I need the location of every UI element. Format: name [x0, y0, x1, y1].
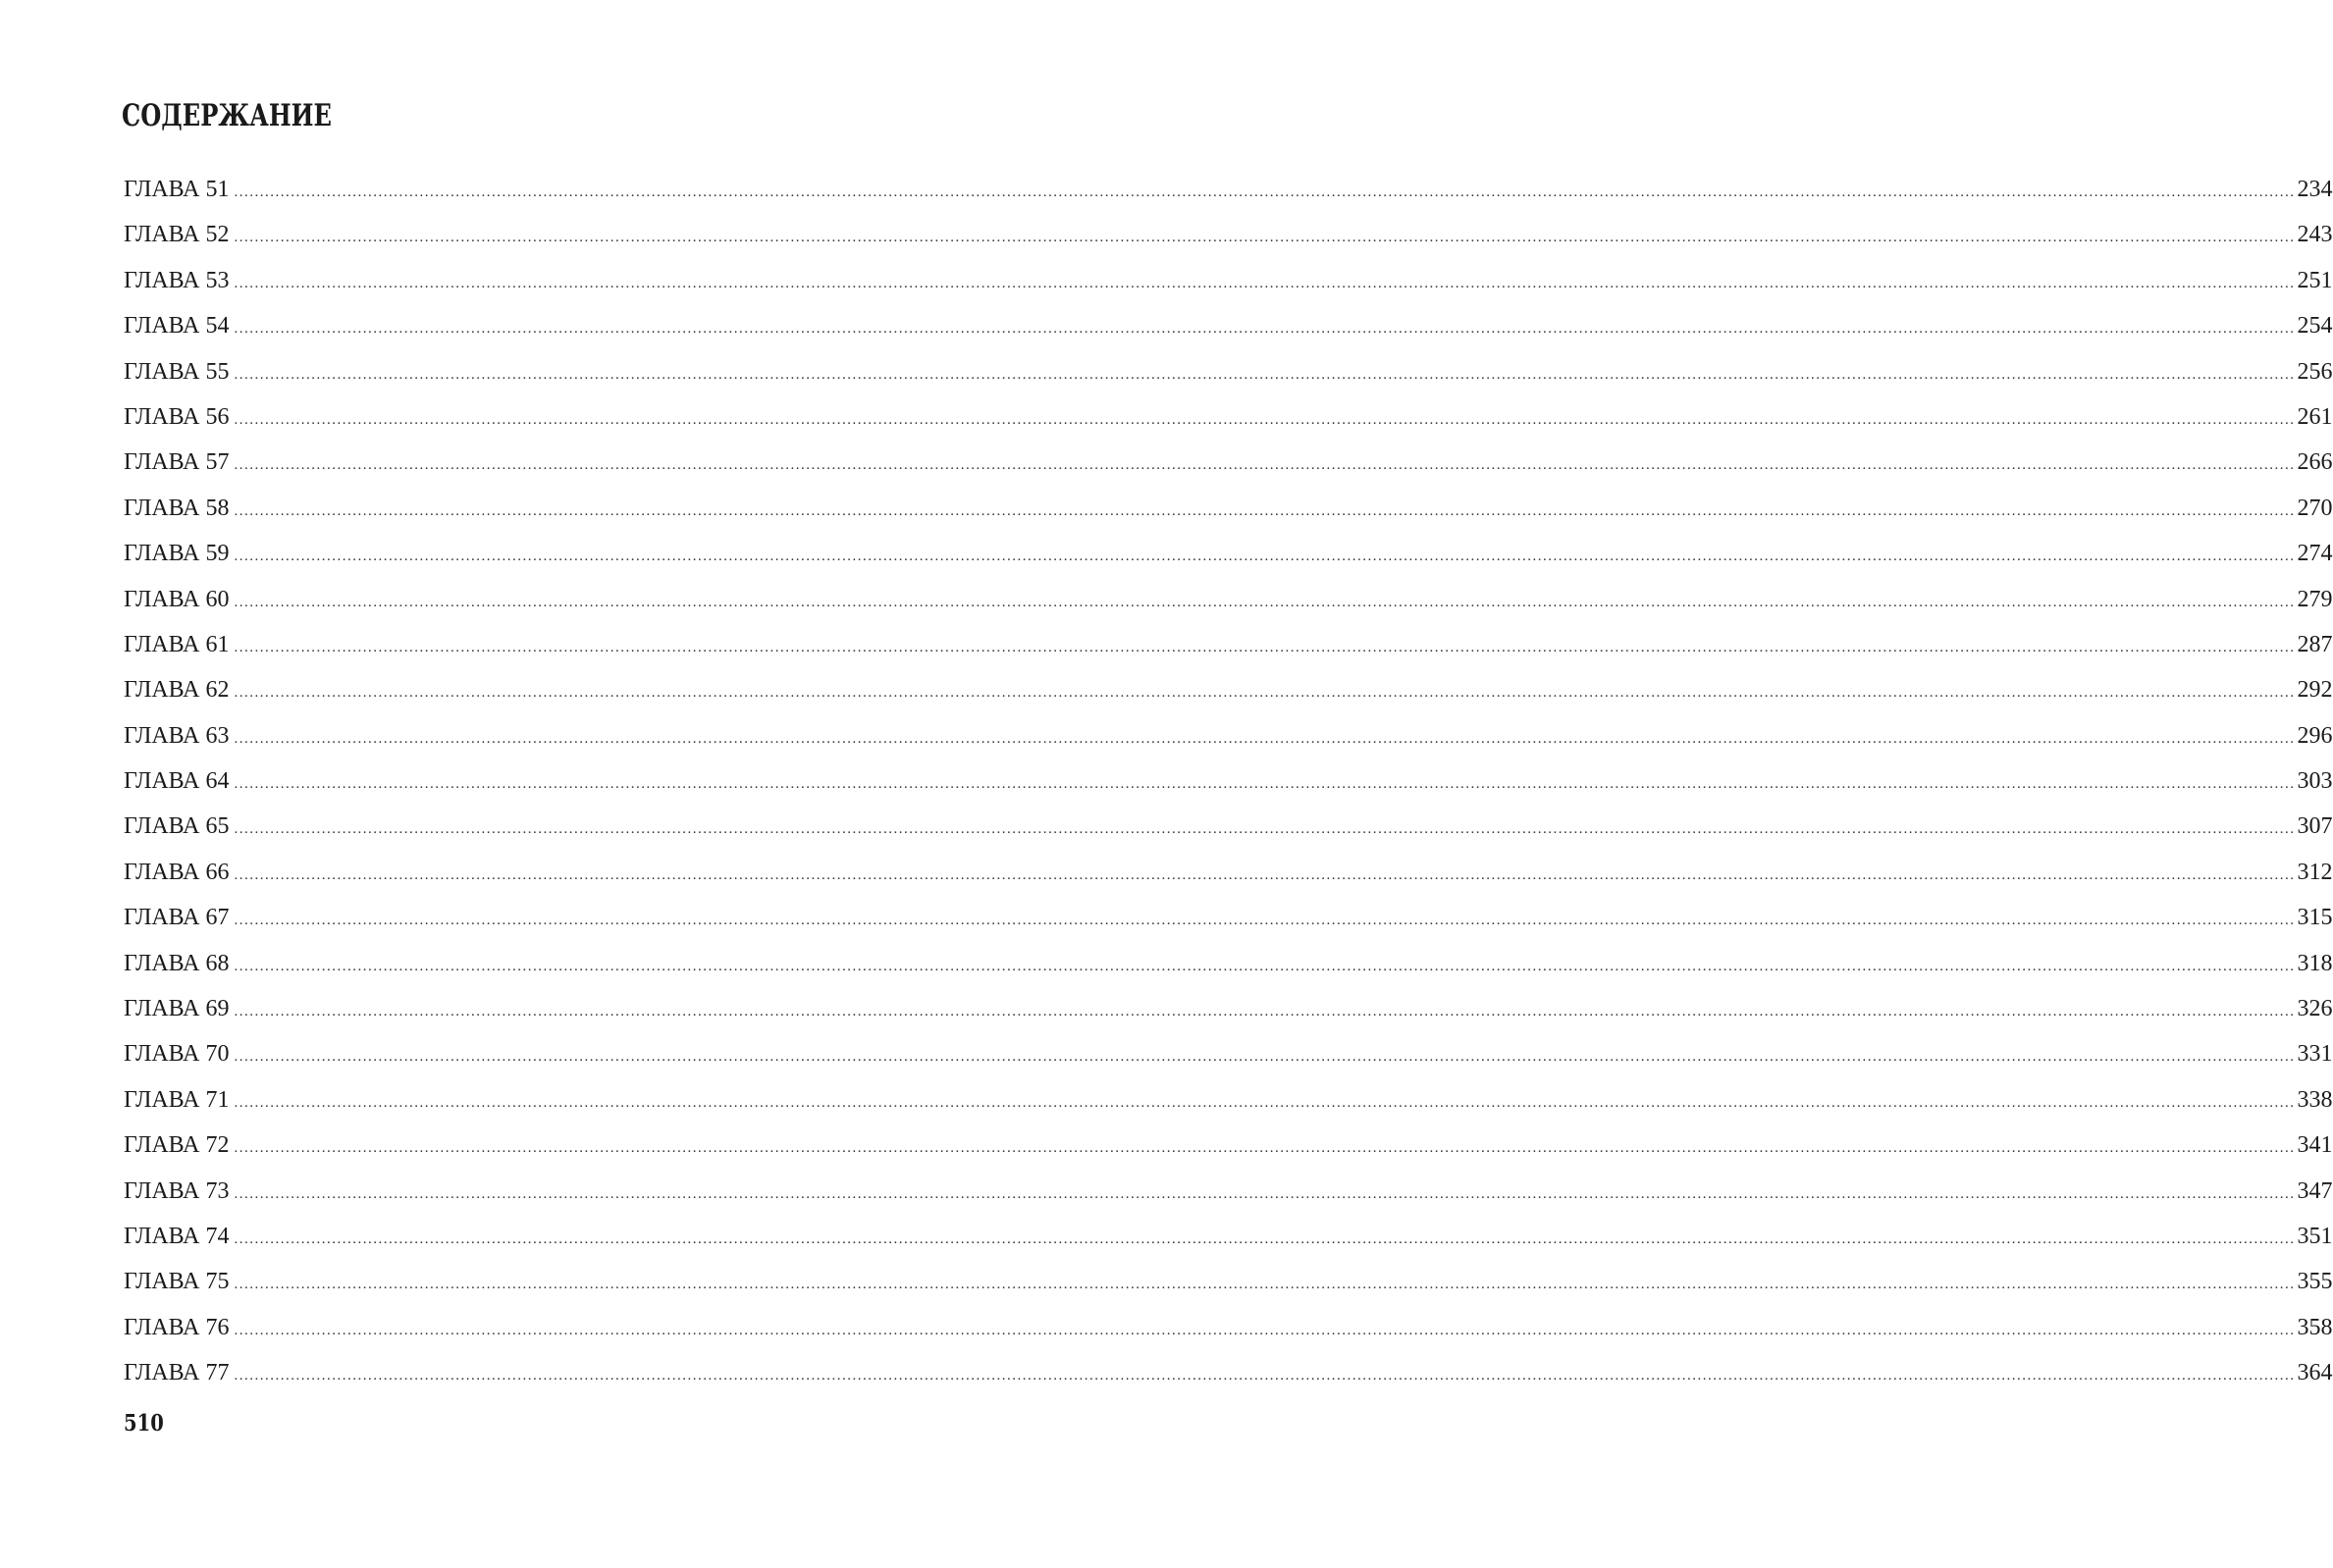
dot-leader: ................................................................................................................................................................................................................................................................................................................................................................................................................ [234, 639, 2296, 655]
toc-entry-page: 364 [2297, 1360, 2333, 1386]
dot-leader: ................................................................................................................................................................................................................................................................................................................................................................................................................ [234, 1322, 2296, 1338]
toc-entry-label: ГЛАВА 57 [124, 449, 230, 476]
dot-leader: ................................................................................................................................................................................................................................................................................................................................................................................................................ [234, 1094, 2296, 1111]
page-title: СОДЕРЖАНИЕ [122, 98, 332, 133]
toc-entry-page: 292 [2297, 677, 2333, 704]
toc-entry-label: ГЛАВА 53 [124, 267, 230, 293]
toc-entry-label: ГЛАВА 67 [124, 905, 230, 931]
toc-entry-label: ГЛАВА 59 [124, 541, 230, 567]
toc-entry-page: 270 [2297, 495, 2333, 521]
toc-entry [124, 1077, 2333, 1123]
toc-entry-page: 331 [2297, 1041, 2333, 1068]
toc-entry-label: ГЛАВА 51 [124, 177, 230, 202]
toc-entry-page: 254 [2297, 313, 2333, 340]
toc-entry-page: 279 [2297, 586, 2333, 612]
toc-entry [124, 440, 2333, 485]
toc-entry [124, 1123, 2333, 1168]
toc-entry-label: ГЛАВА 52 [124, 222, 230, 248]
dot-leader: ................................................................................................................................................................................................................................................................................................................................................................................................................ [234, 321, 2296, 338]
dot-leader: ................................................................................................................................................................................................................................................................................................................................................................................................................ [234, 549, 2296, 565]
toc-entry-page: 234 [2297, 177, 2333, 202]
dot-leader: ................................................................................................................................................................................................................................................................................................................................................................................................................ [234, 730, 2296, 747]
dot-leader: ................................................................................................................................................................................................................................................................................................................................................................................................................ [234, 411, 2296, 428]
toc-entry-label: ГЛАВА 65 [124, 813, 230, 840]
dot-leader: ................................................................................................................................................................................................................................................................................................................................................................................................................ [234, 1049, 2296, 1066]
dot-leader: ................................................................................................................................................................................................................................................................................................................................................................................................................ [234, 1140, 2296, 1157]
toc-entry-page: 274 [2297, 541, 2333, 567]
toc-entry-page: 347 [2297, 1177, 2333, 1204]
dot-leader: ................................................................................................................................................................................................................................................................................................................................................................................................................ [234, 1185, 2296, 1202]
toc-entry-label: ГЛАВА 69 [124, 996, 230, 1022]
dot-leader: ................................................................................................................................................................................................................................................................................................................................................................................................................ [234, 913, 2296, 929]
toc-entry-label: ГЛАВА 61 [124, 631, 230, 657]
toc-entry-label: ГЛАВА 68 [124, 950, 230, 976]
toc-entry [124, 486, 2333, 531]
toc-entry-page: 358 [2297, 1314, 2333, 1340]
toc-entry-page: 351 [2297, 1223, 2333, 1249]
dot-leader: ................................................................................................................................................................................................................................................................................................................................................................................................................ [234, 594, 2296, 610]
toc-entry-page: 315 [2297, 905, 2333, 931]
dot-leader: ................................................................................................................................................................................................................................................................................................................................................................................................................ [234, 502, 2296, 519]
toc-entry-label: ГЛАВА 76 [124, 1314, 230, 1340]
toc-entry [124, 531, 2333, 576]
toc-entry-page: 318 [2297, 950, 2333, 976]
toc-entry-label: ГЛАВА 77 [124, 1360, 230, 1386]
toc-entry-page: 355 [2297, 1269, 2333, 1295]
toc-entry-label: ГЛАВА 60 [124, 586, 230, 612]
toc-entry-label: ГЛАВА 62 [124, 677, 230, 704]
toc-entry-label: ГЛАВА 55 [124, 358, 230, 385]
dot-leader: ................................................................................................................................................................................................................................................................................................................................................................................................................ [234, 230, 2296, 246]
toc-entry-page: 256 [2297, 358, 2333, 385]
toc-entry-page: 261 [2297, 403, 2333, 430]
toc-entry [124, 986, 2333, 1031]
toc-entry [124, 577, 2333, 622]
toc-entry-label: ГЛАВА 63 [124, 722, 230, 749]
toc-entry-page: 303 [2297, 768, 2333, 795]
toc-entry [124, 1169, 2333, 1214]
toc-entry-label: ГЛАВА 54 [124, 313, 230, 340]
toc-entry-label: ГЛАВА 71 [124, 1086, 230, 1113]
dot-leader: ................................................................................................................................................................................................................................................................................................................................................................................................................ [234, 457, 2296, 474]
toc-entry-label: ГЛАВА 72 [124, 1132, 230, 1159]
toc-entry [124, 167, 2333, 212]
toc-entry-label: ГЛАВА 74 [124, 1223, 230, 1249]
dot-leader: ................................................................................................................................................................................................................................................................................................................................................................................................................ [234, 275, 2296, 291]
toc-entry-page: 287 [2297, 631, 2333, 657]
toc-entry-page: 296 [2297, 722, 2333, 749]
toc-entry-page: 338 [2297, 1086, 2333, 1113]
toc-entry-label: ГЛАВА 73 [124, 1177, 230, 1204]
dot-leader: ................................................................................................................................................................................................................................................................................................................................................................................................................ [234, 776, 2296, 793]
page-number: 510 [124, 1410, 164, 1437]
toc-entry [124, 303, 2333, 348]
table-of-contents [124, 167, 2333, 1396]
toc-entry-page: 307 [2297, 813, 2333, 840]
dot-leader: ................................................................................................................................................................................................................................................................................................................................................................................................................ [234, 866, 2296, 883]
dot-leader: ................................................................................................................................................................................................................................................................................................................................................................................................................ [234, 685, 2296, 702]
toc-entry [124, 758, 2333, 804]
toc-entry-page: 326 [2297, 996, 2333, 1022]
toc-entry [124, 622, 2333, 667]
toc-entry [124, 895, 2333, 940]
toc-entry [124, 667, 2333, 712]
toc-entry-label: ГЛАВА 64 [124, 768, 230, 795]
toc-entry [124, 713, 2333, 758]
dot-leader: ................................................................................................................................................................................................................................................................................................................................................................................................................ [234, 1368, 2296, 1385]
toc-entry [124, 941, 2333, 986]
toc-entry-label: ГЛАВА 58 [124, 495, 230, 521]
dot-leader: ................................................................................................................................................................................................................................................................................................................................................................................................................ [234, 958, 2296, 974]
dot-leader: ................................................................................................................................................................................................................................................................................................................................................................................................................ [234, 366, 2296, 383]
toc-entry [124, 850, 2333, 895]
toc-entry-page: 341 [2297, 1132, 2333, 1159]
toc-entry-page: 251 [2297, 267, 2333, 293]
dot-leader: ................................................................................................................................................................................................................................................................................................................................................................................................................ [234, 184, 2296, 200]
dot-leader: ................................................................................................................................................................................................................................................................................................................................................................................................................ [234, 1004, 2296, 1020]
toc-entry-label: ГЛАВА 56 [124, 403, 230, 430]
toc-entry [124, 1031, 2333, 1076]
dot-leader: ................................................................................................................................................................................................................................................................................................................................................................................................................ [234, 1277, 2296, 1293]
toc-entry [124, 1305, 2333, 1350]
toc-entry-page: 312 [2297, 859, 2333, 885]
toc-entry [124, 1214, 2333, 1259]
toc-entry-page: 243 [2297, 222, 2333, 248]
dot-leader: ................................................................................................................................................................................................................................................................................................................................................................................................................ [234, 821, 2296, 838]
toc-entry [124, 1350, 2333, 1395]
dot-leader: ................................................................................................................................................................................................................................................................................................................................................................................................................ [234, 1230, 2296, 1247]
toc-entry [124, 804, 2333, 849]
toc-entry-label: ГЛАВА 75 [124, 1269, 230, 1295]
toc-entry-label: ГЛАВА 66 [124, 859, 230, 885]
toc-entry [124, 349, 2333, 394]
toc-entry [124, 212, 2333, 257]
toc-entry [124, 1259, 2333, 1304]
toc-entry [124, 394, 2333, 440]
toc-entry-label: ГЛАВА 70 [124, 1041, 230, 1068]
toc-entry-page: 266 [2297, 449, 2333, 476]
toc-entry [124, 258, 2333, 303]
